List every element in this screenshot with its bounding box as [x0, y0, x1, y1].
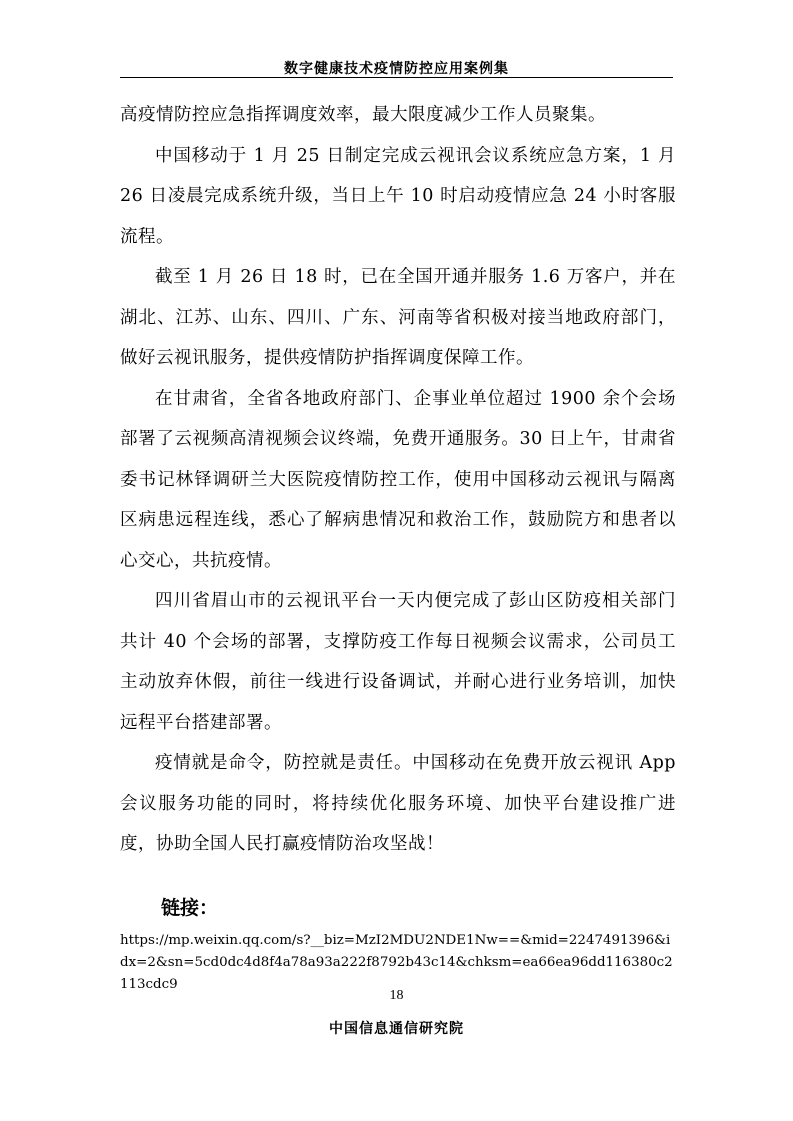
paragraph-sichuan-meishan: 四川省眉山市的云视讯平台一天内便完成了彭山区防疫相关部门共计 40 个会场的部署，支撑防疫工作每日视频会议需求，公司员工主动放弃休假，前往一线进行设备调试，并耐心进行业务培训，加快远程平台搭建部署。 — [120, 591, 676, 733]
paragraph-gansu: 在甘肃省，全省各地政府部门、企事业单位超过 1900 余个会场部署了云视频高清视频会议终端，免费开通服务。30 日上午，甘肃省委书记林铎调研兰大医院疫情防控工作，使用中国移动云视讯与隔离区病患远程连线，悉心了解病患情况和救治工作，鼓励院方和患者以心交心，共抗疫情。 — [120, 388, 676, 571]
source-link-url[interactable]: https://mp.weixin.qq.com/s?__biz=MzI2MDU2NDE1Nw==&mid=2247491396&idx=2&sn=5cd0dc4d8f4a78a93a222f8792b43c14&chksm=ea66ea96dd116380c2113cdc9 — [120, 933, 673, 992]
paragraph-emergency-plan: 中国移动于 1 月 25 日制定完成云视讯会议系统应急方案，1 月 26 日凌晨完成系统升级，当日上午 10 时启动疫情应急 24 小时客服流程。 — [120, 145, 676, 247]
footer-organization: 中国信息通信研究院 — [329, 1021, 464, 1037]
running-header: 数字健康技术疫情防控应用案例集 — [284, 61, 509, 77]
article-body — [120, 95, 676, 865]
paragraph-continuation: 高疫情防控应急指挥调度效率，最大限度减少工作人员聚集。 — [120, 105, 606, 125]
link-heading: 链接： — [161, 897, 219, 919]
page-number: 18 — [389, 988, 404, 1003]
paragraph-conclusion: 疫情就是命令，防控就是责任。中国移动在免费开放云视讯 App 会议服务功能的同时，将持续优化服务环境、加快平台建设推广进度，协助全国人民打赢疫情防治攻坚战！ — [120, 753, 676, 854]
header-divider — [120, 77, 673, 78]
paragraph-service-stats: 截至 1 月 26 日 18 时，已在全国开通并服务 1.6 万客户，并在湖北、江苏、山东、四川、广东、河南等省积极对接当地政府部门，做好云视讯服务，提供疫情防护指挥调度保障工作。 — [120, 267, 676, 368]
